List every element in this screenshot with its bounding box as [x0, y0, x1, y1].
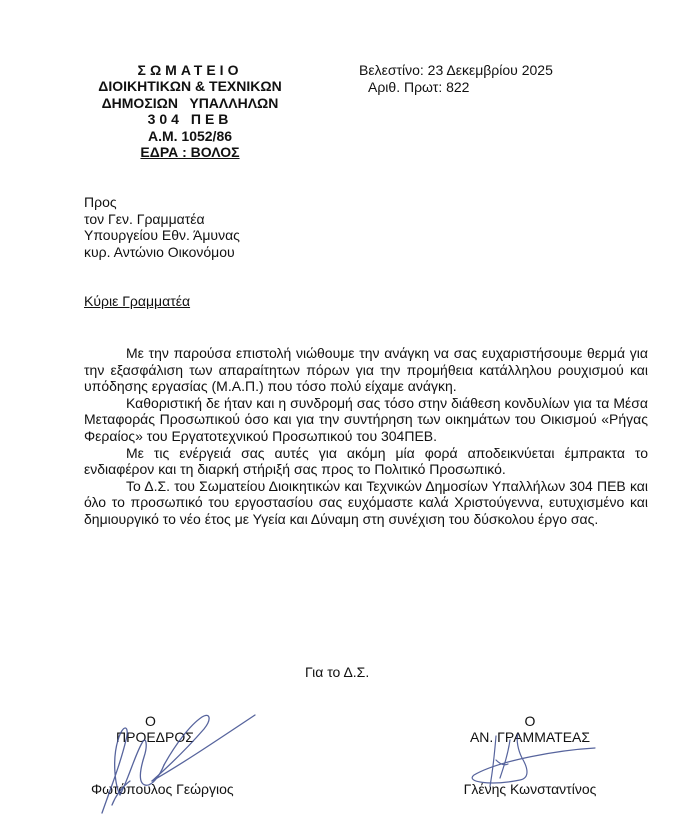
recipient-address [84, 194, 240, 260]
signatory-article: Ο [524, 713, 536, 729]
letterhead-seat: ΕΔΡΑ : ΒΟΛΟΣ [140, 144, 240, 161]
letterhead-line-2: ΔΙΟΙΚΗΤΙΚΩΝ & ΤΕΧΝΙΚΩΝ [98, 78, 282, 95]
recipient-line-1: Προς [84, 194, 117, 210]
letter-body [84, 345, 648, 528]
recipient-line-2: τον Γεν. Γραμματέα [84, 210, 205, 227]
place-date: Βελεστίνο: 23 Δεκεμβρίου 2025 [359, 62, 553, 78]
recipient-line-3: Υπουργείου Εθν. Άμυνας [84, 227, 240, 244]
letterhead-unit: 304 ΠΕΒ [147, 111, 233, 128]
letterhead-union: ΣΩΜΑΤΕΙΟ [137, 62, 243, 78]
letterhead-line-3: ΔΗΜΟΣΙΩΝ ΥΠΑΛΛΗΛΩΝ [101, 94, 279, 111]
letterhead-registry-number: Α.Μ. 1052/86 [147, 127, 233, 144]
signatory-article: Ο [145, 713, 156, 729]
signature-block-president [88, 713, 268, 797]
body-paragraph: Καθοριστική δε ήταν και η συνδρομή σας τόσο στην διάθεση κονδυλίων για τα Μέσα Μεταφοράς Προσωπικού όσο και για την συντήρηση των οικημάτων του Οικισμού «Ρήγας Φεραίος» του Εργατοτεχνικού Προσωπικού του 304ΠΕΒ. [84, 394, 648, 444]
salutation: Κύριε Γραμματέα [84, 293, 191, 309]
signatory-title: ΑΝ. ΓΡΑΜΜΑΤΕΑΣ [469, 729, 591, 745]
letter-meta [359, 62, 553, 95]
signatory-name: Γλένης Κωνσταντίνος [463, 781, 597, 797]
body-paragraph: Με την παρούσα επιστολή νιώθουμε την ανάγκη να σας ευχαριστήσουμε θερμά για την εξασφάλιση των απαραίτητων πόρων για την προμήθεια κατάλληλου ρουχισμού και υπόδησης εργασίας (Μ.Α.Π.) που τόσο πολύ είχαμε ανάγκη. [84, 345, 648, 395]
signatory-title: ΠΡΟΕΔΡΟΣ [116, 729, 194, 745]
signatory-name: Φωτόπουλος Γεώργιος [91, 781, 234, 797]
closing-line: Για το Δ.Σ. [305, 664, 370, 680]
letterhead [78, 62, 302, 160]
protocol-number: Αριθ. Πρωτ: 822 [368, 78, 470, 95]
recipient-line-4: κυρ. Αντώνιο Οικονόμου [84, 243, 235, 260]
signature-block-secretary [440, 713, 620, 797]
body-paragraph: Με τις ενέργειά σας αυτές για ακόμη μία φορά αποδεικνύεται έμπρακτα το ενδιαφέρον και τη διαρκή στήριξή σας προς το Πολιτικό Προσωπικό. [84, 444, 648, 478]
body-paragraph: Το Δ.Σ. του Σωματείου Διοικητικών και Τεχνικών Δημοσίων Υπαλλήλων 304 ΠΕΒ και όλο το προσωπικό του εργοστασίου σας ευχόμαστε καλά Χριστούγεννα, ευτυχισμένο και δημιουργικό το νέο έτος με Υγεία και Δύναμη στη συνέχιση του δύσκολου έργο σας. [84, 477, 648, 527]
